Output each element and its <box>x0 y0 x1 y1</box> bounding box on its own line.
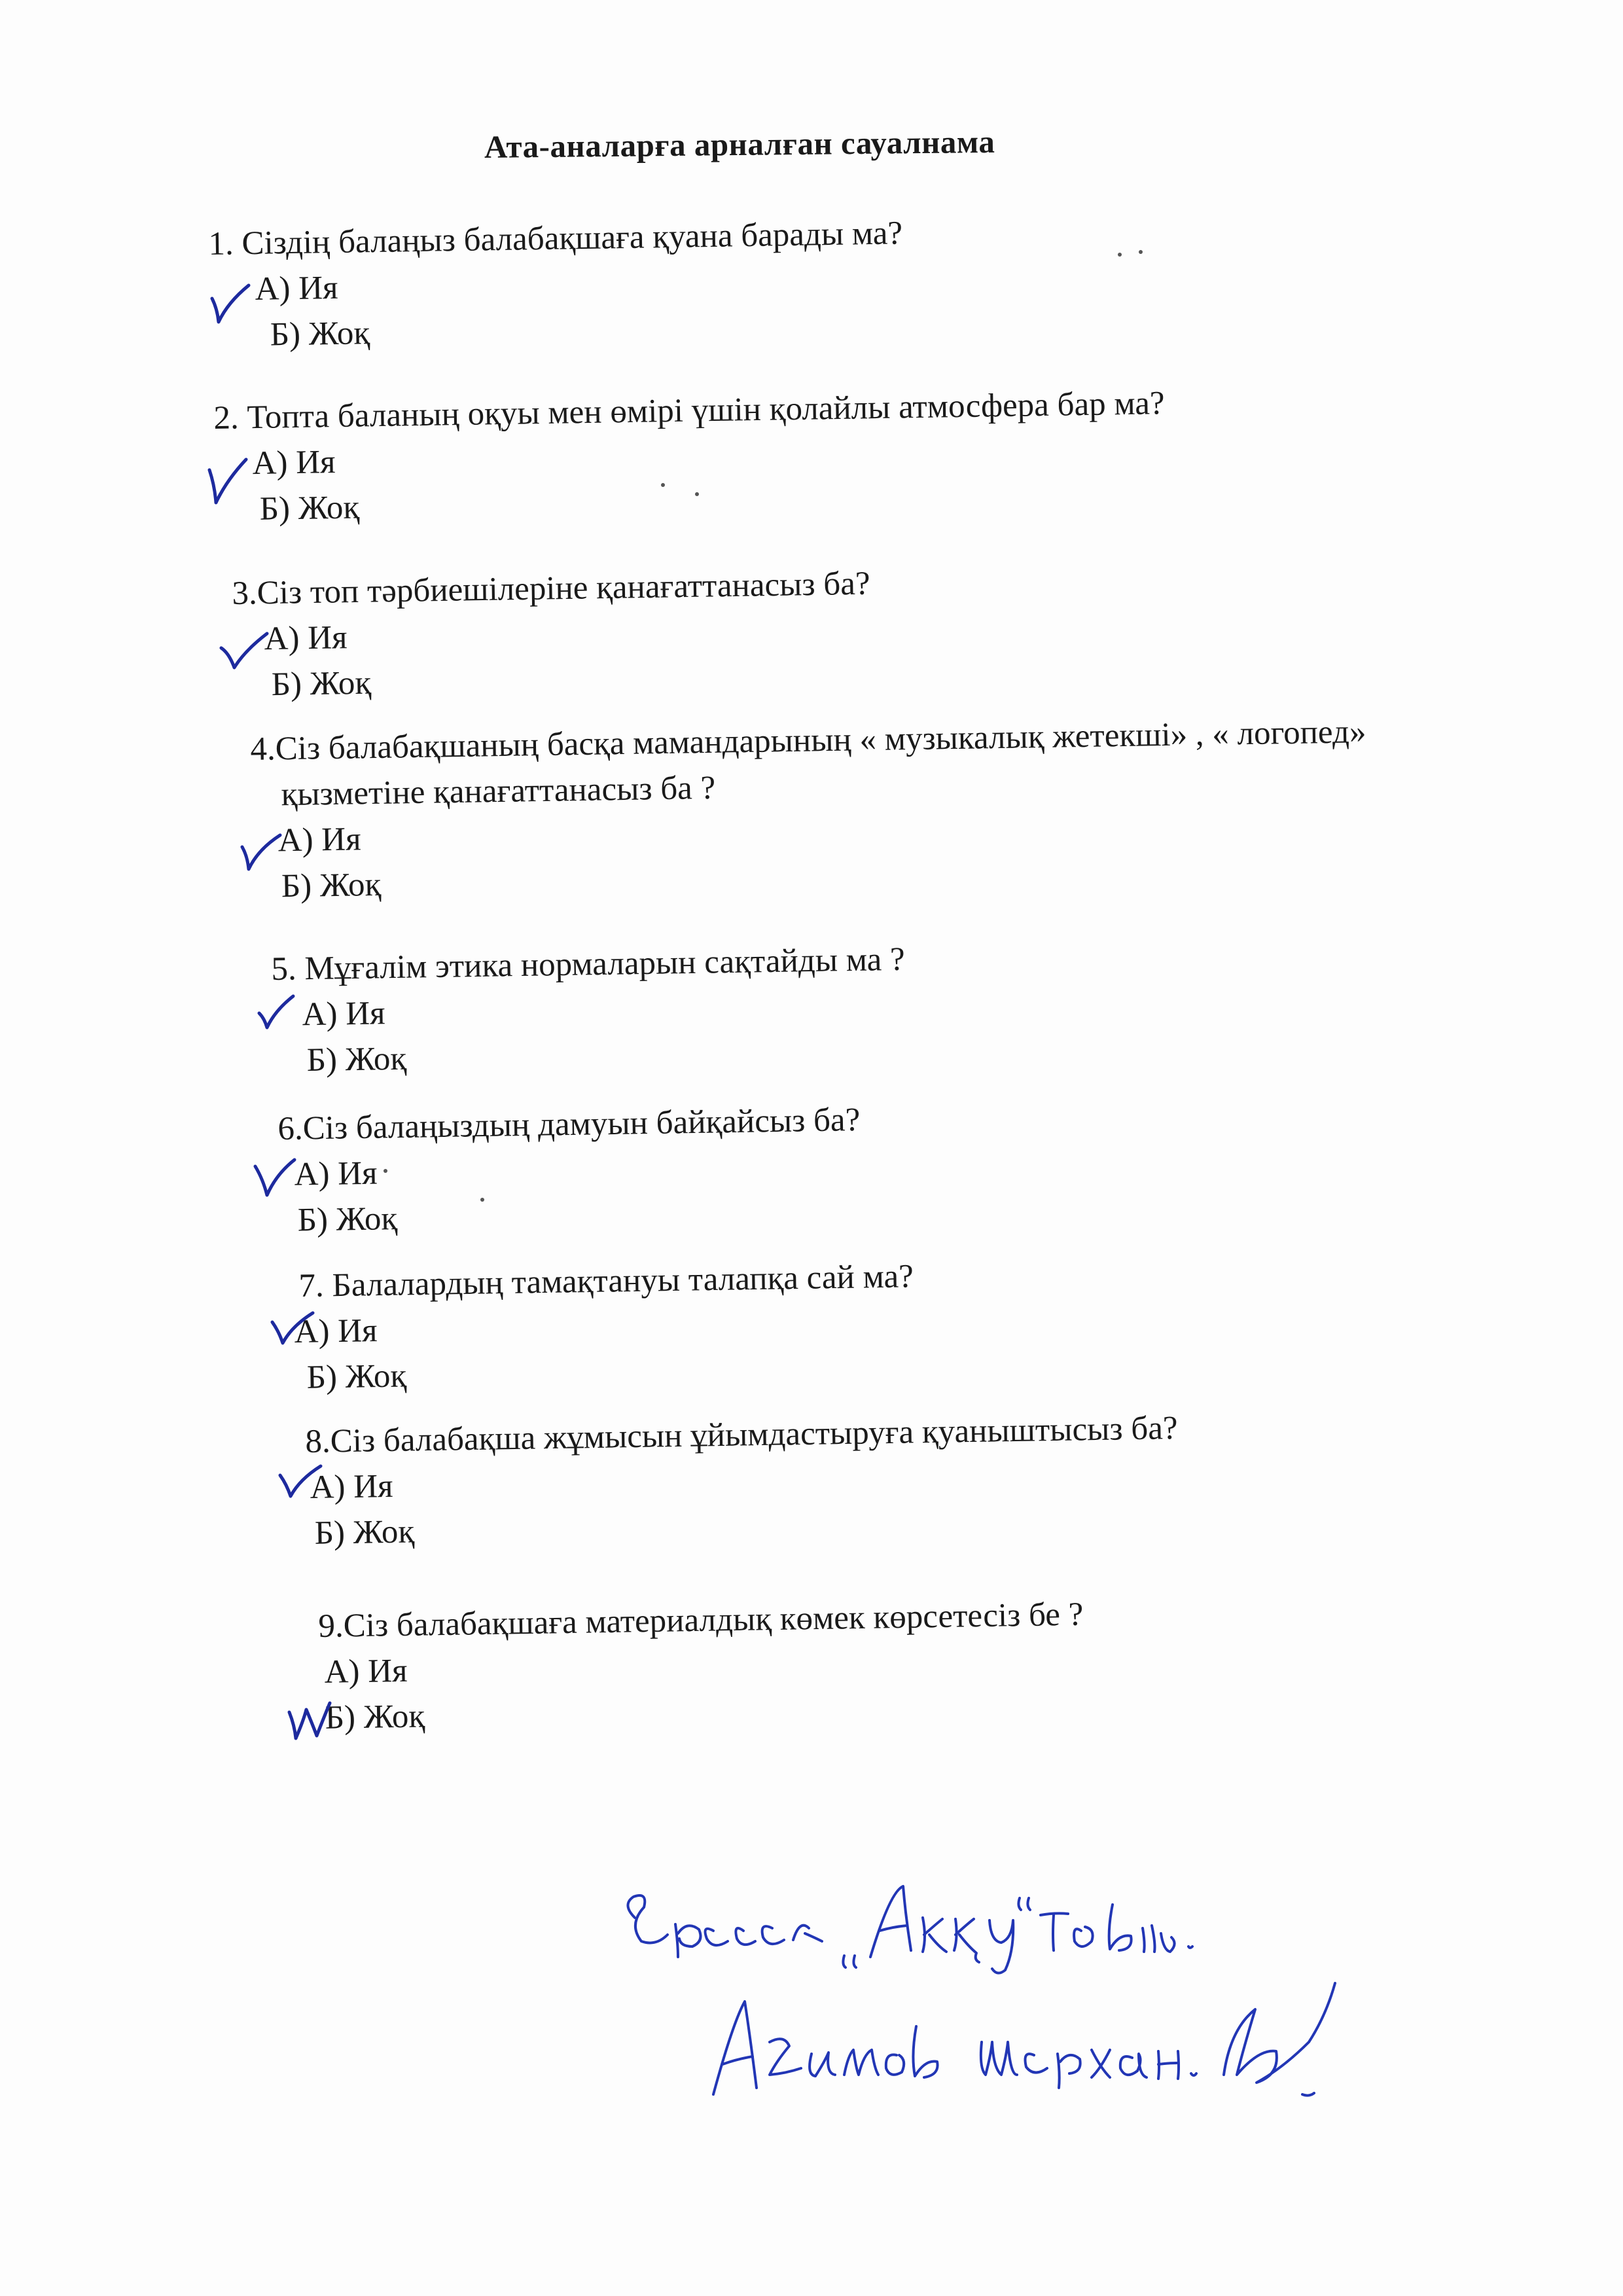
checkmark-icon <box>219 630 271 675</box>
scan-speck <box>383 1169 387 1173</box>
question-3-option-b: Б) Жоқ <box>271 664 372 704</box>
question-3-text: 3.Сіз топ тәрбиешілеріне қанағаттанасыз ба? <box>232 565 870 612</box>
question-5-option-b: Б) Жоқ <box>306 1040 407 1079</box>
question-9-text: 9.Сіз балабақшаға материалдық көмек көрсетесіз бе ? <box>318 1596 1084 1645</box>
question-7-text: 7. Балалардың тамақтануы талапқа сай ма? <box>298 1258 914 1304</box>
question-9-option-a: А) Ия <box>324 1652 408 1691</box>
scan-speck <box>661 483 665 487</box>
question-4-text-cont: қызметіне қанағаттанасыз ба ? <box>281 769 716 814</box>
checkmark-icon <box>287 1699 332 1745</box>
question-2-option-b: Б) Жоқ <box>259 489 360 528</box>
checkmark-icon <box>208 283 254 329</box>
question-6-text: 6.Сіз балаңыздың дамуын байқайсыз ба? <box>277 1102 861 1147</box>
question-3-option-a: А) Ия <box>264 619 348 658</box>
question-5-option-a: А) Ия <box>302 995 385 1033</box>
checkmark-icon <box>253 1155 298 1200</box>
scan-speck <box>480 1198 484 1202</box>
scan-speck <box>1139 250 1143 254</box>
question-8-option-b: Б) Жоқ <box>314 1513 415 1552</box>
scan-speck <box>1118 253 1122 257</box>
question-5-text: 5. Мұғалім этика нормаларын сақтайды ма ? <box>271 941 906 988</box>
checkmark-icon <box>204 457 250 509</box>
page-title: Ата-аналарға арналған сауалнама <box>484 123 995 165</box>
question-1 <box>208 210 904 359</box>
question-7 <box>294 1253 916 1401</box>
question-4-option-b: Б) Жоқ <box>281 866 382 905</box>
question-8-text: 8.Сіз балабақша жұмысын ұйымдастыруға қуаныштысыз ба? <box>305 1410 1178 1460</box>
question-9 <box>318 1592 1085 1741</box>
scan-speck <box>695 492 699 496</box>
checkmark-icon <box>238 830 284 876</box>
question-1-option-b: Б) Жоқ <box>270 315 370 353</box>
question-2-text: 2. Топта баланың оқуы мен өмірі үшін қолайлы атмосфера бар ма? <box>213 385 1165 437</box>
question-6-option-b: Б) Жоқ <box>297 1200 398 1239</box>
question-9-option-b: Б) Жоқ <box>325 1698 425 1736</box>
question-1-option-a: А) Ия <box>255 269 338 308</box>
question-6-option-a: А) Ия <box>294 1155 378 1193</box>
question-8 <box>305 1405 1179 1556</box>
question-4-option-a: А) Ия <box>277 821 362 859</box>
checkmark-icon <box>277 1463 323 1503</box>
checkmark-icon <box>270 1310 315 1350</box>
question-6 <box>277 1097 862 1244</box>
question-4 <box>250 709 1368 910</box>
question-2 <box>213 380 1166 533</box>
question-7-option-b: Б) Жоқ <box>306 1357 407 1396</box>
question-5 <box>271 937 906 1084</box>
question-3 <box>232 561 872 708</box>
question-1-text: 1. Сіздің балаңыз балабақшаға қуана барады ма? <box>208 215 903 262</box>
checkmark-icon <box>257 994 296 1033</box>
handwritten-signature <box>615 1878 1479 2114</box>
question-2-option-a: А) Ия <box>252 444 336 482</box>
question-7-option-a: А) Ия <box>294 1312 378 1351</box>
question-4-text: 4.Сіз балабақшаның басқа мамандарының « музыкалық жетекші» , « логопед» <box>250 713 1366 768</box>
question-8-option-a: А) Ия <box>310 1467 393 1506</box>
